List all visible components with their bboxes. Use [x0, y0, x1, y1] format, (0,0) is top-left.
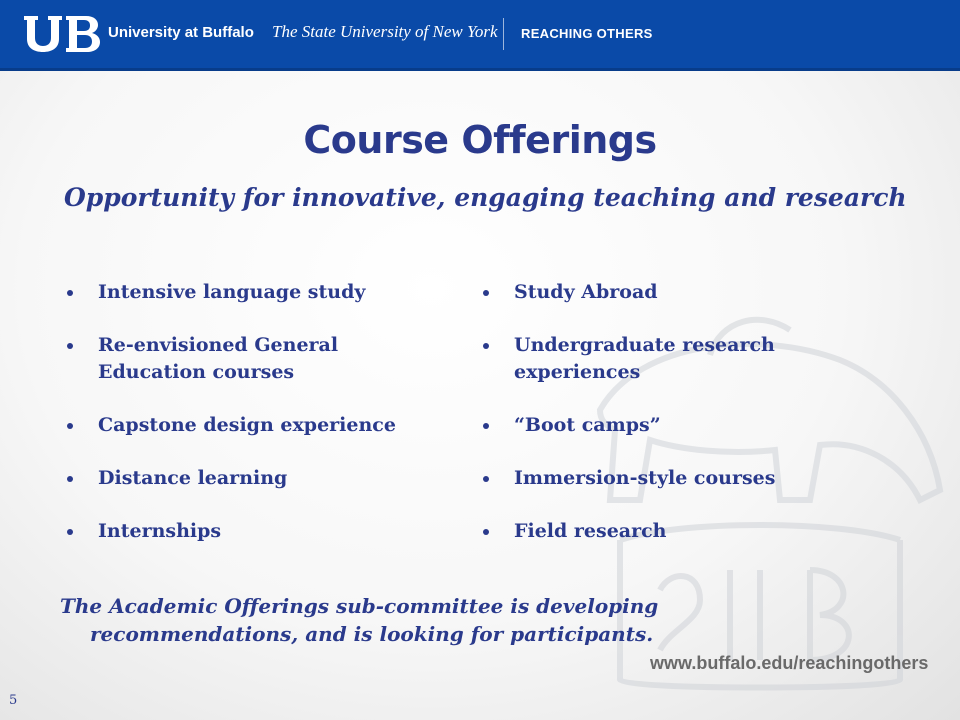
- list-item-text: Study Abroad: [514, 281, 658, 303]
- list-item: [482, 332, 874, 386]
- bullet-icon: [67, 529, 73, 535]
- bullet-icon: [483, 529, 489, 535]
- slide-number: 5: [9, 693, 18, 708]
- list-item: [482, 279, 902, 306]
- list-item-text: Re-envisioned General Education courses: [98, 334, 339, 383]
- ub-logo-icon: [22, 14, 100, 54]
- list-item: [66, 279, 476, 306]
- list-item-text: Immersion-style courses: [514, 467, 776, 489]
- suny-name: The State University of New York: [272, 22, 498, 41]
- bullet-icon: [483, 343, 489, 349]
- bullet-icon: [67, 476, 73, 482]
- university-name: University at Buffalo: [108, 24, 254, 41]
- bullet-icon: [483, 290, 489, 296]
- list-item-text: Intensive language study: [98, 281, 366, 303]
- list-item: [66, 412, 476, 439]
- website-link[interactable]: www.buffalo.edu/reachingothers: [650, 653, 929, 673]
- list-item: [66, 518, 476, 545]
- header-tagline: REACHING OTHERS: [521, 26, 653, 41]
- list-item: [66, 332, 428, 386]
- list-item-text: “Boot camps”: [514, 414, 661, 436]
- header-bar: [0, 0, 960, 71]
- list-item: [482, 518, 902, 545]
- list-item: [482, 412, 902, 439]
- list-item-text: Capstone design experience: [98, 414, 396, 436]
- bullet-icon: [483, 476, 489, 482]
- header-divider: [503, 18, 504, 50]
- bullet-icon: [67, 423, 73, 429]
- slide-subtitle: Opportunity for innovative, engaging teaching and research: [64, 183, 907, 212]
- list-item-text: Internships: [98, 520, 222, 542]
- left-bullet-list: [66, 279, 476, 545]
- bullet-icon: [483, 423, 489, 429]
- list-item-text: Field research: [514, 520, 667, 542]
- list-item-text: Undergraduate research experiences: [514, 334, 775, 383]
- footer-note: The Academic Offerings sub-committee is developing recommendations, and is looking for participants.: [60, 594, 659, 646]
- bullet-icon: [67, 290, 73, 296]
- bullet-icon: [67, 343, 73, 349]
- list-item: [66, 465, 476, 492]
- list-item-text: Distance learning: [98, 467, 288, 489]
- list-item: [482, 465, 902, 492]
- right-bullet-list: [482, 279, 902, 545]
- slide-title: Course Offerings: [303, 118, 657, 162]
